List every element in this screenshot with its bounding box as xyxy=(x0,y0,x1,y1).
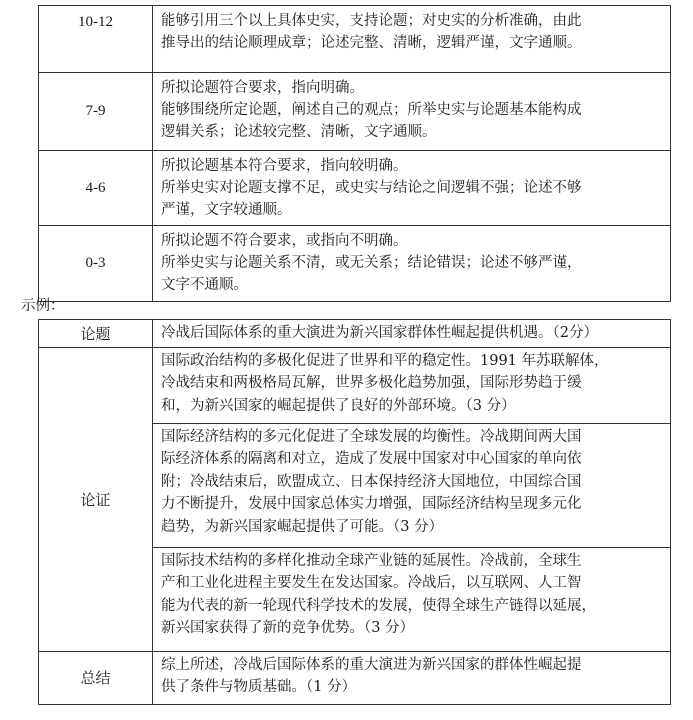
score-range-cell xyxy=(39,226,153,302)
score-range: 10-12 xyxy=(78,14,113,30)
rubric-description xyxy=(153,226,671,302)
rubric-line: 所举史实与论题关系不清，或无关系；结论错误；论述不够严谨， xyxy=(161,255,582,271)
thesis-row xyxy=(39,320,671,348)
argument-line: 国际经济结构的多元化促进了全球发展的均衡性。冷战期间两大国 xyxy=(161,428,582,445)
argument-label-cell xyxy=(39,347,153,651)
score-range-cell xyxy=(39,73,153,151)
thesis-text: 冷战后国际体系的重大演进为新兴国家群体性崛起提供机遇。（2分） xyxy=(161,325,598,341)
thesis-label: 论题 xyxy=(80,324,111,343)
rubric-line: 所拟论题不符合要求，或指向不明确。 xyxy=(161,233,408,249)
summary-cell xyxy=(153,651,671,704)
argument-cell xyxy=(153,423,671,547)
argument-cell xyxy=(153,347,671,423)
score-range: 0-3 xyxy=(85,255,106,271)
example-label: 示例： xyxy=(21,298,65,314)
summary-line: 综上所述，冷战后国际体系的重大演进为新兴国家的群体性崛起提 xyxy=(161,656,582,673)
argument-row xyxy=(39,347,671,423)
argument-line: 冷战结束和两极格局瓦解，世界多极化趋势加强，国际形势趋于缓 xyxy=(161,375,582,391)
rubric-description xyxy=(153,73,671,151)
rubric-row xyxy=(39,151,671,226)
argument-line: 和，为新兴国家的崛起提供了良好的外部环境。（3 分） xyxy=(161,397,516,414)
thesis-cell xyxy=(153,320,671,348)
rubric-line: 所拟论题基本符合要求，指向较明确。 xyxy=(161,158,408,174)
rubric-line: 所举史实对论题支撑不足，或史实与结论之间逻辑不强；论述不够 xyxy=(161,180,582,196)
argument-cell xyxy=(153,547,671,651)
thesis-label-cell xyxy=(39,320,153,348)
rubric-line: 推导出的结论顺理成章；论述完整、清晰，逻辑严谨，文字通顺。 xyxy=(161,35,582,51)
scoring-rubric-table xyxy=(38,5,671,302)
rubric-line: 严谨，文字较通顺。 xyxy=(161,202,292,218)
argument-line: 新兴国家获得了新的竞争优势。（3 分） xyxy=(161,620,415,636)
summary-label-cell xyxy=(39,651,153,704)
argument-line: 产和工业化进程主要发生在发达国家。冷战后，以互联网、人工智 xyxy=(161,575,582,591)
summary-label: 总结 xyxy=(80,669,111,687)
score-range-cell xyxy=(39,151,153,226)
rubric-row xyxy=(39,226,671,302)
score-range: 4-6 xyxy=(85,179,106,196)
rubric-description xyxy=(153,151,671,226)
argument-line: 能为代表的新一轮现代科学技术的发展，使得全球生产链得以延展， xyxy=(161,597,596,614)
argument-line: 国际政治结构的多极化促进了世界和平的稳定性。1991 年苏联解体， xyxy=(161,352,609,369)
rubric-line: 能够引用三个以上具体史实，支持论题；对史实的分析准确，由此 xyxy=(161,13,582,29)
rubric-line: 所拟论题符合要求，指向明确。 xyxy=(161,80,364,96)
argument-line: 趋势，为新兴国家崛起提供了可能。（3 分） xyxy=(161,518,444,535)
argument-line: 附；冷战结束后，欧盟成立、日本保持经济大国地位，中国综合国 xyxy=(161,473,582,490)
score-range: 7-9 xyxy=(85,103,106,119)
example-table xyxy=(38,319,671,705)
rubric-line: 文字不通顺。 xyxy=(161,277,248,293)
summary-row xyxy=(39,651,671,704)
argument-line: 力不断提升，发展中国家总体实力增强，国际经济结构呈现多元化 xyxy=(161,496,582,512)
rubric-line: 逻辑关系；论述较完整、清晰，文字通顺。 xyxy=(161,124,437,140)
summary-line: 供了条件与物质基础。（1 分） xyxy=(161,679,357,695)
argument-line: 际经济体系的隔离和对立，造成了发展中国家对中心国家的单向依 xyxy=(161,451,582,467)
score-range-cell xyxy=(39,6,153,73)
argument-line: 国际技术结构的多样化推动全球产业链的延展性。冷战前，全球生 xyxy=(161,552,582,569)
argument-label: 论证 xyxy=(80,490,111,509)
rubric-row xyxy=(39,6,671,73)
rubric-line: 能够围绕所定论题，阐述自己的观点；所举史实与论题基本能构成 xyxy=(161,102,582,118)
rubric-row xyxy=(39,73,671,151)
rubric-description xyxy=(153,6,671,73)
